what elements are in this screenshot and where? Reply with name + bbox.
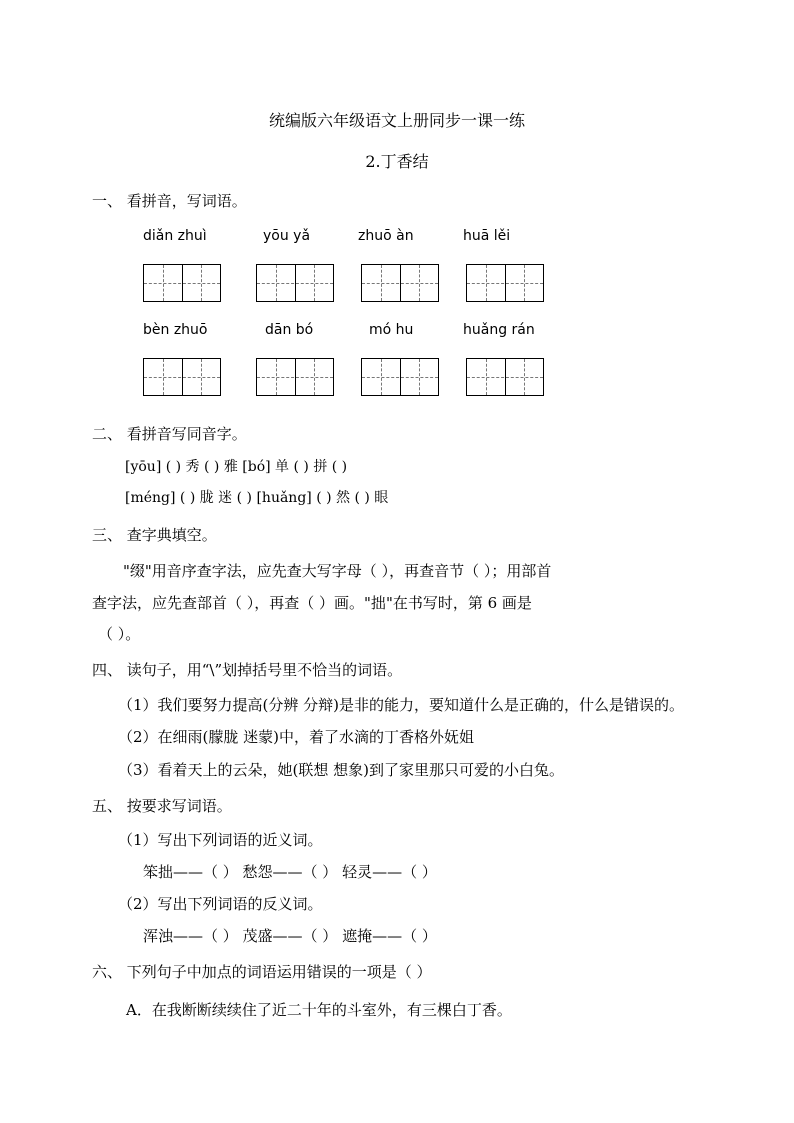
section-4-heading: 四、 读句子，用“\”划掉括号里不恰当的词语。 [92, 661, 403, 679]
antonym-row: 浑浊——（ ） 茂盛——（ ） 遮掩——（ ） [143, 927, 437, 945]
synonym-instruction: （1）写出下列词语的近义词。 [118, 831, 323, 849]
writing-grid[interactable] [466, 358, 544, 396]
writing-grid[interactable] [143, 264, 221, 302]
option-a: A．在我断断续续住了近二十年的斗室外，有三棵白丁香。 [126, 1001, 512, 1019]
pinyin-5: bèn zhuō [143, 322, 208, 338]
writing-grid[interactable] [256, 358, 334, 396]
sentence-3: （3）看着天上的云朵，她(联想 想象)到了家里那只可爱的小白兔。 [118, 761, 565, 779]
page-title: 统编版六年级语文上册同步一课一练 [268, 111, 525, 130]
dictionary-line-3: （ ）。 [98, 625, 141, 643]
dictionary-line-1: "缀"用音序查字法，应先查大写字母（ ），再查音节（ ）；用部首 [123, 562, 552, 580]
homophone-line-2: [méng] ( ) 胧 迷 ( ) [huǎng] ( ) 然 ( ) 眼 [125, 490, 389, 506]
section-5-heading: 五、 按要求写词语。 [92, 797, 232, 815]
dictionary-line-2: 查字法，应先查部首（ ），再查（ ）画。"拙"在书写时，第 6 画是 [92, 594, 532, 612]
sentence-2: （2）在细雨(朦胧 迷蒙)中，着了水滴的丁香格外妩姐 [118, 728, 475, 746]
writing-grid[interactable] [143, 358, 221, 396]
synonym-row: 笨拙——（ ） 愁怨——（ ） 轻灵——（ ） [143, 863, 437, 881]
writing-grid[interactable] [466, 264, 544, 302]
section-6-heading: 六、 下列句子中加点的词语运用错误的一项是（ ） [92, 963, 432, 981]
pinyin-7: mó hu [369, 322, 414, 338]
pinyin-1: diǎn zhuì [143, 228, 207, 244]
writing-grid[interactable] [361, 264, 439, 302]
pinyin-6: dān bó [265, 322, 314, 338]
pinyin-8: huǎng rán [463, 322, 535, 338]
pinyin-4: huā lěi [463, 228, 511, 244]
writing-grid[interactable] [256, 264, 334, 302]
section-1-heading: 一、 看拼音，写词语。 [92, 192, 247, 210]
pinyin-3: zhuō àn [358, 228, 414, 244]
homophone-line-1: [yōu] ( ) 秀 ( ) 雅 [bó] 单 ( ) 拼 ( ) [125, 459, 348, 475]
section-2-heading: 二、 看拼音写同音字。 [92, 425, 247, 443]
pinyin-2: yōu yǎ [263, 228, 311, 244]
antonym-instruction: （2）写出下列词语的反义词。 [118, 895, 323, 913]
lesson-title: 2.丁香结 [365, 152, 429, 171]
sentence-1: （1）我们要努力提高(分辨 分辩)是非的能力，要知道什么是正确的，什么是错误的。 [118, 696, 685, 714]
section-3-heading: 三、 查字典填空。 [92, 526, 217, 544]
writing-grid[interactable] [361, 358, 439, 396]
